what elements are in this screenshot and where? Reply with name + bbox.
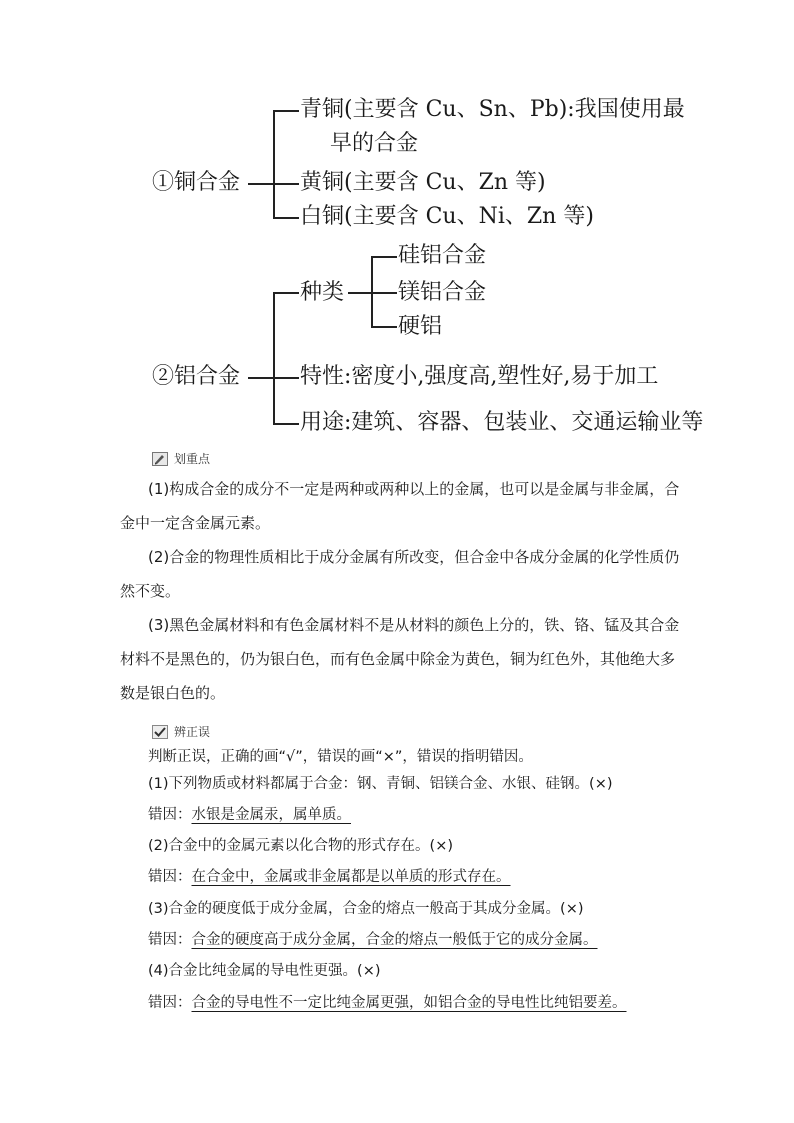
aluminum-root: ②铝合金 xyxy=(152,364,241,389)
judge-reason-row-3 xyxy=(148,929,598,951)
judge-reason-1: 水银是金属汞，属单质。 xyxy=(191,807,351,823)
judge-reason-row-1 xyxy=(148,804,351,826)
checkmark-icon xyxy=(152,725,168,739)
judge-reason-4: 合金的导电性不一定比纯金属更强，如铝合金的导电性比纯铝要差。 xyxy=(191,995,627,1011)
judge-reason-row-2 xyxy=(148,866,511,888)
error-label: 错因： xyxy=(148,807,192,823)
error-label: 错因： xyxy=(148,869,192,885)
key-points-title: 划重点 xyxy=(174,452,211,466)
brass: 黄铜(主要含 Cu、Zn 等) xyxy=(300,170,546,195)
error-label: 错因： xyxy=(148,932,192,948)
judge-instruction: 判断正误，正确的画“√”，错误的画“×”，错误的指明错因。 xyxy=(148,749,533,765)
judge-question-2: (2)合金中的金属元素以化合物的形式存在。(×) xyxy=(148,838,454,854)
key-point-3: (3)黑色金属材料和有色金属材料不是从材料的颜色上分的，铁、铬、锰及其合金材料不是黑色的，仍为银白色，而有色金属中除金为黄色，铜为红色外，其他绝大多数是银白色的。 xyxy=(120,616,680,702)
copper-connector xyxy=(248,183,274,185)
bronze-line-1: 青铜(主要含 Cu、Sn、Pb):我国使用最 xyxy=(300,97,685,122)
type-duralumin: 硬铝 xyxy=(398,314,443,339)
highlight-pen-icon xyxy=(152,452,168,466)
copper-tick-1 xyxy=(273,110,299,112)
cupronickel: 白铜(主要含 Cu、Ni、Zn 等) xyxy=(300,204,594,229)
judge-title: 辨正误 xyxy=(174,725,211,739)
copper-root: ①铜合金 xyxy=(152,170,241,195)
key-points-body xyxy=(120,472,680,710)
judge-question-4: (4)合金比纯金属的导电性更强。(×) xyxy=(148,963,381,979)
aluminum-property: 特性:密度小,强度高,塑性好,易于加工 xyxy=(300,364,659,389)
key-points-heading xyxy=(152,450,210,467)
type-magnesium-aluminum: 镁铝合金 xyxy=(398,280,487,305)
key-point-2: (2)合金的物理性质相比于成分金属有所改变，但合金中各成分金属的化学性质仍然不变。 xyxy=(120,548,680,600)
aluminum-bracket xyxy=(273,292,275,424)
judge-reason-row-4 xyxy=(148,992,627,1014)
key-point-1: (1)构成合金的成分不一定是两种或两种以上的金属，也可以是金属与非金属，合金中一定含金属元素。 xyxy=(120,480,680,532)
aluminum-connector xyxy=(248,377,274,379)
bronze-line-2: 早的合金 xyxy=(330,131,419,156)
aluminum-usage: 用途:建筑、容器、包装业、交通运输业等 xyxy=(300,410,704,435)
copper-tick-2 xyxy=(273,183,299,185)
types-tick-3 xyxy=(371,326,397,328)
judge-question-3: (3)合金的硬度低于成分金属，合金的熔点一般高于其成分金属。(×) xyxy=(148,901,584,917)
types-tick-2 xyxy=(371,292,397,294)
copper-tick-3 xyxy=(273,217,299,219)
aluminum-tick-3 xyxy=(273,423,299,425)
type-silicon-aluminum: 硅铝合金 xyxy=(398,243,487,268)
judge-question-1: (1)下列物质或材料都属于合金：钢、青铜、铝镁合金、水银、硅钢。(×) xyxy=(148,776,613,792)
types-tick-1 xyxy=(371,256,397,258)
aluminum-tick-1 xyxy=(273,292,299,294)
types-connector xyxy=(348,292,372,294)
types-label: 种类 xyxy=(300,280,345,305)
error-label: 错因： xyxy=(148,995,192,1011)
copper-bracket xyxy=(273,110,275,218)
judge-reason-2: 在合金中，金属或非金属都是以单质的形式存在。 xyxy=(191,869,511,885)
aluminum-tick-2 xyxy=(273,377,299,379)
judge-heading xyxy=(152,723,210,740)
judge-reason-3: 合金的硬度高于成分金属，合金的熔点一般低于它的成分金属。 xyxy=(191,932,598,948)
